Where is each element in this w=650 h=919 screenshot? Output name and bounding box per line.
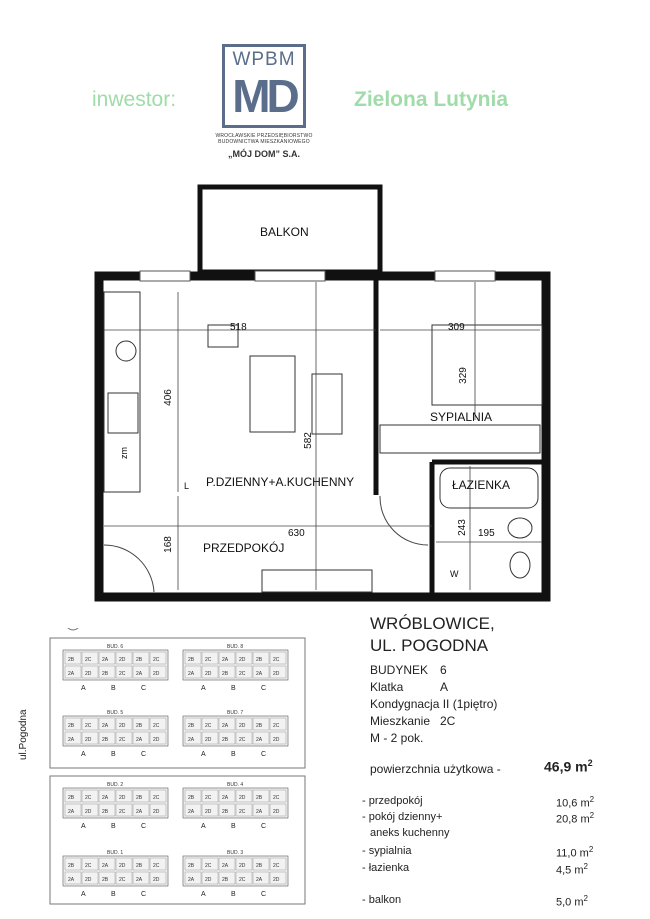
building	[63, 782, 168, 830]
unit-code: 2C	[153, 795, 160, 801]
room-balcony: BALKON	[260, 225, 309, 239]
unit-code: 2D	[119, 795, 126, 801]
dim-243: 243	[456, 519, 468, 536]
building	[63, 850, 168, 898]
area-label: - łazienka	[362, 862, 410, 874]
unit-code: 2D	[85, 809, 92, 815]
unit-code: 2B	[222, 877, 229, 883]
unit-code: 2B	[256, 657, 263, 663]
unit-code: 2D	[153, 671, 160, 677]
unit-code: 2D	[85, 671, 92, 677]
dim-630: 630	[288, 528, 305, 539]
building-label: BUD. 4	[227, 782, 244, 788]
logo-letters: WPBM	[232, 49, 296, 70]
unit-code: 2C	[119, 877, 126, 883]
field-label: Mieszkanie	[370, 714, 431, 728]
unit-code: 2D	[119, 723, 126, 729]
unit-code: 2C	[239, 671, 246, 677]
area-label: - sypialnia	[362, 845, 412, 857]
unit-code: 2B	[136, 795, 143, 801]
unit-code: 2C	[119, 671, 126, 677]
logo-subtitle-1: WROCŁAWSKIE PRZEDSIĘBIORSTWO	[215, 133, 313, 139]
staircase-label: A	[201, 751, 206, 758]
staircase-label: B	[111, 823, 116, 830]
room-hall: PRZEDPOKÓJ	[203, 541, 285, 555]
unit-code: 2A	[68, 671, 75, 677]
building-label: BUD. 5	[107, 710, 124, 716]
unit-code: 2B	[102, 671, 109, 677]
dim-329: 329	[457, 367, 469, 384]
unit-code: 2D	[273, 671, 280, 677]
unit-code: 2C	[205, 657, 212, 663]
sink	[108, 393, 138, 433]
unit-code: 2B	[222, 671, 229, 677]
unit-code: 2B	[256, 723, 263, 729]
staircase-label: C	[261, 823, 267, 830]
building-label: BUD. 6	[107, 644, 124, 650]
site-map	[48, 628, 310, 906]
staircase-label: B	[231, 751, 236, 758]
area-label: - pokój dzienny+	[362, 811, 443, 823]
unit-code: 2D	[239, 657, 246, 663]
unit-code: 2B	[68, 795, 75, 801]
area-value: 10,6 $m^2$	[556, 795, 595, 810]
washbasin	[508, 518, 532, 538]
bed	[432, 325, 542, 405]
dim-309: 309	[448, 322, 465, 333]
hall-wardrobe	[262, 570, 372, 592]
building-label: BUD. 1	[107, 850, 124, 856]
area-value: 4,5 $m^2$	[556, 862, 588, 877]
dim-195: 195	[478, 528, 495, 539]
sup: 2	[587, 758, 593, 768]
staircase-label: B	[111, 891, 116, 898]
unit-code: 2D	[153, 737, 160, 743]
unit-code: 2D	[119, 657, 126, 663]
unit-code: 2B	[68, 863, 75, 869]
field-value: 2C	[440, 714, 456, 728]
total-area-value	[544, 758, 593, 775]
window-3	[435, 271, 495, 281]
unit-code: 2B	[222, 737, 229, 743]
unit-code: 2B	[188, 657, 195, 663]
unit-code: 2B	[256, 795, 263, 801]
north-arrow-icon	[66, 628, 80, 630]
unit-code: 2A	[256, 877, 263, 883]
staircase-label: B	[111, 751, 116, 758]
unit-code: 2C	[273, 657, 280, 663]
staircase-label: B	[231, 891, 236, 898]
unit-code: 2A	[256, 809, 263, 815]
unit-code: 2B	[136, 723, 143, 729]
unit-code: 2A	[136, 877, 143, 883]
unit-code: 2A	[222, 657, 229, 663]
unit-code: 2C	[153, 723, 160, 729]
staircase-label: A	[201, 891, 206, 898]
unit-code: 2C	[239, 809, 246, 815]
staircase-label: C	[141, 751, 147, 758]
unit-code: 2D	[205, 877, 212, 883]
project-name: Zielona Lutynia	[354, 88, 509, 111]
street-name: ul.Pogodna	[18, 709, 29, 760]
unit-code: 2B	[188, 795, 195, 801]
unit-code: 2C	[85, 795, 92, 801]
staircase-label: A	[201, 823, 206, 830]
building	[183, 710, 288, 758]
staircase-label: B	[111, 685, 116, 692]
unit-code: 2D	[239, 863, 246, 869]
area-label: - przedpokój	[362, 795, 423, 807]
unit-code: 2C	[119, 737, 126, 743]
kitchen-counter	[104, 292, 140, 492]
area-label: - balkon	[362, 894, 402, 906]
investor-label: inwestor:	[92, 88, 177, 111]
field-value: A	[440, 680, 449, 694]
total-area-label: powierzchnia użytkowa -	[370, 762, 501, 776]
field-label: Klatka	[370, 680, 404, 694]
unit-code: 2B	[256, 863, 263, 869]
room-bedroom: SYPIALNIA	[430, 410, 493, 424]
unit-code: 2C	[239, 737, 246, 743]
room-bathroom: ŁAZIENKA	[452, 478, 511, 492]
unit-code: 2D	[273, 737, 280, 743]
area-label: aneks kuchenny	[370, 827, 450, 839]
total-area-number: 46,9 m	[544, 758, 588, 775]
unit-code: 2A	[68, 809, 75, 815]
unit-code: 2D	[85, 737, 92, 743]
unit-code: 2A	[222, 723, 229, 729]
unit-code: 2C	[273, 863, 280, 869]
unit-code: 2B	[102, 737, 109, 743]
l-mark: L	[184, 481, 190, 491]
unit-code: 2D	[85, 877, 92, 883]
building-label: BUD. 2	[107, 782, 124, 788]
toilet	[510, 552, 530, 578]
building	[183, 782, 288, 830]
staircase-label: C	[261, 685, 267, 692]
window-2	[255, 271, 325, 281]
unit-code: 2C	[205, 795, 212, 801]
washer-label: W	[450, 569, 459, 579]
unit-code: 2A	[188, 737, 195, 743]
unit-code: 2A	[136, 737, 143, 743]
field-label: BUDYNEK	[370, 663, 429, 677]
unit-code: 2C	[153, 863, 160, 869]
unit-code: 2D	[153, 877, 160, 883]
unit-code: 2C	[85, 863, 92, 869]
unit-code: 2A	[102, 795, 109, 801]
entrance-door	[104, 545, 154, 592]
logo-company: „MÓJ DOM” S.A.	[227, 149, 300, 159]
unit-code: 2C	[85, 723, 92, 729]
unit-code: 2A	[256, 737, 263, 743]
staircase-label: C	[141, 891, 147, 898]
area-value: 11,0 $m^2$	[556, 845, 594, 860]
street: UL. POGODNA	[370, 636, 489, 655]
wardrobe	[380, 425, 540, 453]
sofa	[250, 356, 295, 432]
unit-code: 2B	[136, 657, 143, 663]
fridge-label: zm	[119, 447, 129, 459]
unit-code: 2D	[119, 863, 126, 869]
building	[63, 644, 168, 692]
tv-unit	[312, 374, 342, 434]
unit-code: 2C	[153, 657, 160, 663]
unit-code: 2A	[222, 795, 229, 801]
staircase-label: C	[141, 685, 147, 692]
field-label: M - 2 pok.	[370, 731, 424, 745]
city: WRÓBLOWICE,	[370, 614, 495, 633]
staircase-label: A	[81, 685, 86, 692]
unit-code: 2A	[222, 863, 229, 869]
unit-code: 2C	[119, 809, 126, 815]
unit-code: 2C	[205, 723, 212, 729]
unit-code: 2D	[273, 877, 280, 883]
unit-code: 2B	[188, 723, 195, 729]
unit-code: 2D	[153, 809, 160, 815]
unit-code: 2D	[205, 671, 212, 677]
unit-code: 2A	[102, 863, 109, 869]
unit-code: 2B	[222, 809, 229, 815]
unit-code: 2D	[205, 809, 212, 815]
room-living: P.DZIENNY+A.KUCHENNY	[206, 475, 355, 489]
staircase-label: A	[81, 823, 86, 830]
staircase-label: C	[261, 891, 267, 898]
unit-code: 2B	[102, 809, 109, 815]
unit-code: 2C	[85, 657, 92, 663]
field-label: Kondygnacja II (1piętro)	[370, 697, 498, 711]
dim-518: 518	[230, 322, 247, 333]
unit-code: 2C	[273, 795, 280, 801]
staircase-label: C	[261, 751, 267, 758]
hob	[116, 341, 136, 361]
unit-code: 2A	[68, 737, 75, 743]
logo-monogram: MD	[232, 70, 296, 122]
unit-code: 2A	[136, 671, 143, 677]
building-label: BUD. 7	[227, 710, 244, 716]
area-value: 5,0 $m^2$	[556, 894, 588, 909]
unit-code: 2A	[136, 809, 143, 815]
staircase-label: A	[81, 751, 86, 758]
unit-code: 2A	[188, 877, 195, 883]
dim-168: 168	[162, 536, 174, 553]
unit-code: 2B	[102, 877, 109, 883]
staircase-label: A	[81, 891, 86, 898]
building	[63, 710, 168, 758]
building	[183, 644, 288, 692]
building-label: BUD. 8	[227, 644, 244, 650]
area-value: 20,8 $m^2$	[556, 811, 595, 826]
staircase-label: C	[141, 823, 147, 830]
unit-code: 2B	[68, 723, 75, 729]
unit-code: 2A	[256, 671, 263, 677]
unit-code: 2D	[239, 795, 246, 801]
building-label: BUD. 3	[227, 850, 244, 856]
unit-code: 2A	[68, 877, 75, 883]
staircase-label: B	[231, 823, 236, 830]
unit-code: 2D	[273, 809, 280, 815]
bedroom-door	[380, 496, 428, 545]
unit-code: 2D	[239, 723, 246, 729]
window-1	[140, 271, 190, 281]
unit-code: 2D	[205, 737, 212, 743]
unit-code: 2A	[102, 723, 109, 729]
unit-code: 2B	[136, 863, 143, 869]
unit-code: 2C	[273, 723, 280, 729]
dim-582: 582	[302, 432, 314, 449]
field-value: 6	[440, 663, 447, 677]
unit-code: 2A	[102, 657, 109, 663]
logo-subtitle-2: BUDOWNICTWA MIESZKANIOWEGO	[218, 139, 310, 145]
unit-code: 2A	[188, 809, 195, 815]
staircase-label: A	[201, 685, 206, 692]
unit-code: 2C	[239, 877, 246, 883]
unit-code: 2B	[188, 863, 195, 869]
unit-code: 2A	[188, 671, 195, 677]
unit-code: 2C	[205, 863, 212, 869]
dim-406: 406	[162, 389, 174, 406]
unit-code: 2B	[68, 657, 75, 663]
building	[183, 850, 288, 898]
staircase-label: B	[231, 685, 236, 692]
